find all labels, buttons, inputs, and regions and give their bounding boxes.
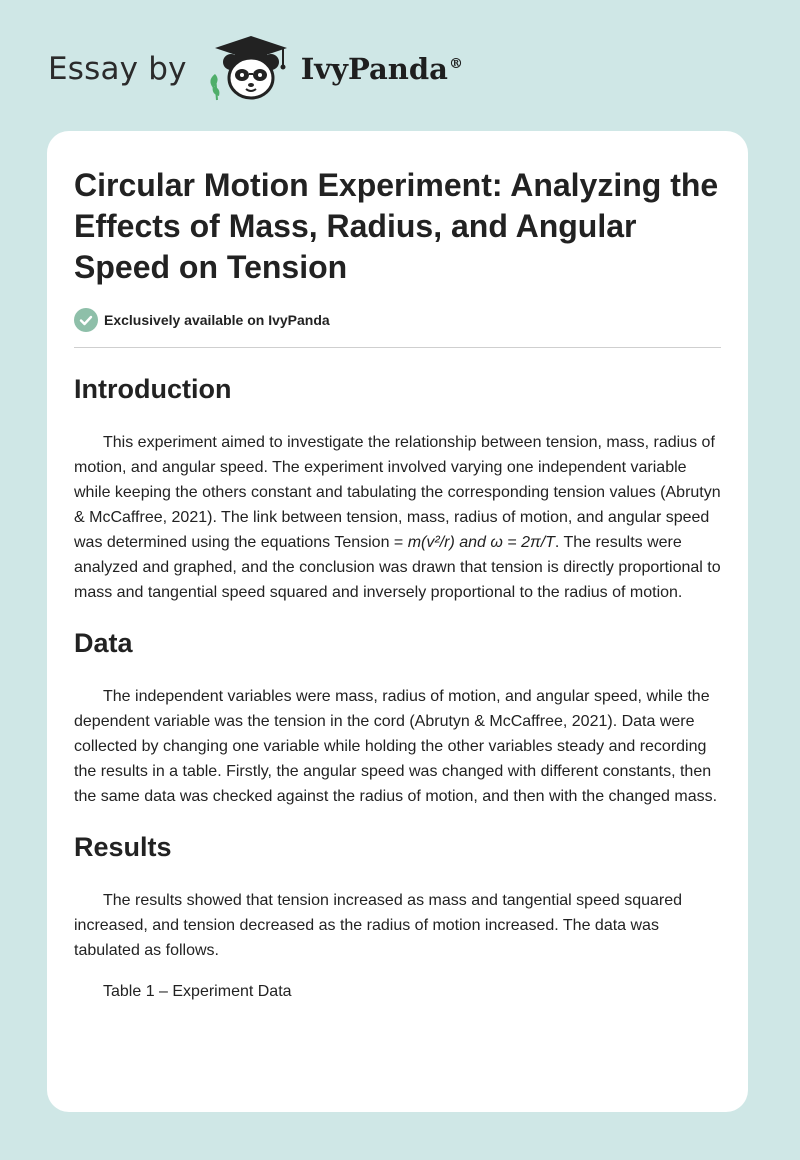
data-heading: Data (74, 628, 133, 658)
check-circle-icon (74, 308, 98, 332)
table-caption: Table 1 – Experiment Data (103, 983, 292, 1000)
brand-header (48, 34, 463, 104)
data-paragraph: The independent variables were mass, radius of motion, and angular speed, while the dependent variable was the tension in the cord (Abrutyn & McCaffree, 2021). Data were collected by changing one variable while holding the other variables steady and recording the results in a table. Firstly, the angular speed was changed with different constants, then the same data was checked against the radius of motion, and then with the changed mass. (74, 688, 718, 805)
results-paragraph: The results showed that tension increased as mass and tangential speed squared increased, and tension decreased as the radius of motion increased. The data was tabulated as follows. (74, 892, 683, 959)
introduction-paragraph: This experiment aimed to investigate the relationship between tension, mass, radius of motion, and angular speed. The experiment involved varying one independent variable while keeping the others constant and tabulating the corresponding tension values (Abrutyn & McCaffree, 2021). The link between tension, mass, radius of motion, and angular speed was determined using the equations Tension = m(v²/r) and ω = 2π/T. The results were analyzed and graphed, and the conclusion was drawn that tension is directly proportional to mass and tangential speed squared and inversely proportional to the radius of motion. (74, 434, 721, 601)
tension-formula: m(v²/r) and ω = 2π/T (407, 534, 555, 551)
article-title: Circular Motion Experiment: Analyzing the Effects of Mass, Radius, and Angular Speed on Tension (74, 167, 719, 285)
introduction-heading: Introduction (74, 374, 232, 404)
results-heading: Results (74, 832, 172, 862)
panda-logo-icon (205, 34, 297, 104)
title-divider (74, 347, 721, 348)
badge-label: Exclusively available on IvyPanda (104, 312, 330, 328)
article-card (47, 131, 748, 1112)
exclusive-badge (74, 308, 721, 332)
brand-name: IvyPanda® (300, 52, 463, 86)
brand-prefix: Essay by (48, 51, 187, 87)
